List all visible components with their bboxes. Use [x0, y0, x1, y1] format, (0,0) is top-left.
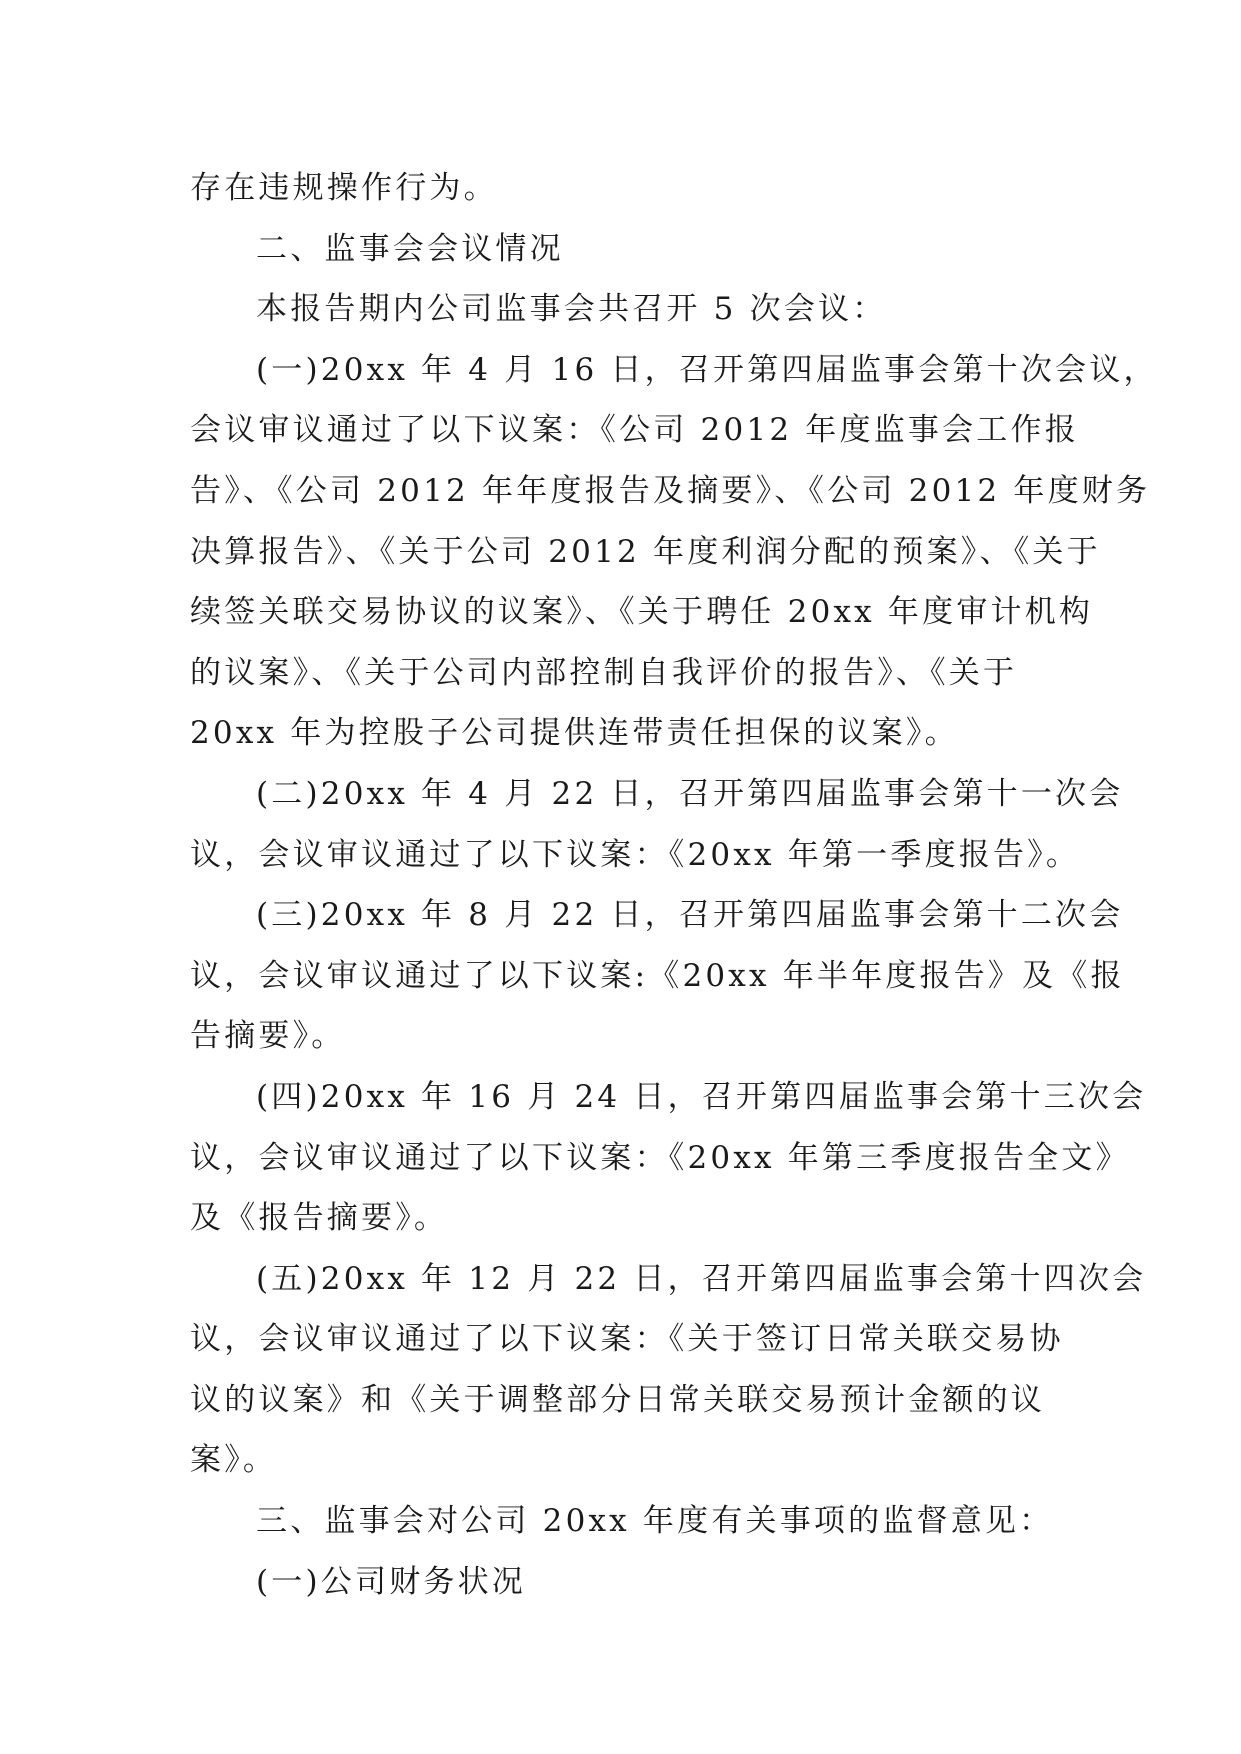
text-line: 议，会议审议通过了以下议案：《20xx 年第三季度报告全文》	[190, 1139, 1130, 1176]
text-line: 本报告期内公司监事会共召开 5 次会议：	[256, 291, 887, 328]
text-line: 告摘要》。	[190, 1018, 346, 1055]
text-line: (三)20xx 年 8 月 22 日，召开第四届监事会第十二次会	[256, 897, 1124, 934]
text-line: (五)20xx 年 12 月 22 日，召开第四届监事会第十四次会	[256, 1260, 1147, 1297]
text-line: 议的议案》和《关于调整部分日常关联交易预计金额的议	[190, 1381, 1045, 1418]
section-heading: 三、监事会对公司 20xx 年度有关事项的监督意见：	[256, 1503, 1054, 1540]
document-body	[190, 158, 1158, 1612]
text-line: 议，会议审议通过了以下议案:《20xx 年半年度报告》及《报	[190, 957, 1125, 994]
text-line: 案》。	[190, 1442, 278, 1479]
text-line: 20xx 年为控股子公司提供连带责任担保的议案》。	[190, 715, 959, 752]
text-line: (二)20xx 年 4 月 22 日，召开第四届监事会第十一次会	[256, 775, 1124, 812]
text-line: 告》、《公司 2012 年年度报告及摘要》、《公司 2012 年度财务	[190, 472, 1151, 509]
text-line: 会议审议通过了以下议案：《公司 2012 年度监事会工作报	[190, 412, 1079, 449]
subsection-heading: (一)公司财务状况	[256, 1563, 526, 1600]
section-heading: 二、监事会会议情况	[256, 230, 564, 267]
text-line: 的议案》、《关于公司内部控制自我评价的报告》、《关于	[190, 654, 1018, 691]
text-line: (四)20xx 年 16 月 24 日，召开第四届监事会第十三次会	[256, 1078, 1147, 1115]
text-line: 议，会议审议通过了以下议案：《20xx 年第一季度报告》。	[190, 836, 1081, 873]
text-line: (一)20xx 年 4 月 16 日，召开第四届监事会第十次会议，	[256, 351, 1158, 388]
text-line: 及《报告摘要》。	[190, 1200, 449, 1237]
text-line: 决算报告》、《关于公司 2012 年度利润分配的预案》、《关于	[190, 533, 1101, 570]
text-line: 存在违规操作行为。	[190, 170, 498, 206]
text-line: 议，会议审议通过了以下议案：《关于签订日常关联交易协	[190, 1321, 1064, 1358]
text-line: 续签关联交易协议的议案》、《关于聘任 20xx 年度审计机构	[190, 594, 1094, 631]
